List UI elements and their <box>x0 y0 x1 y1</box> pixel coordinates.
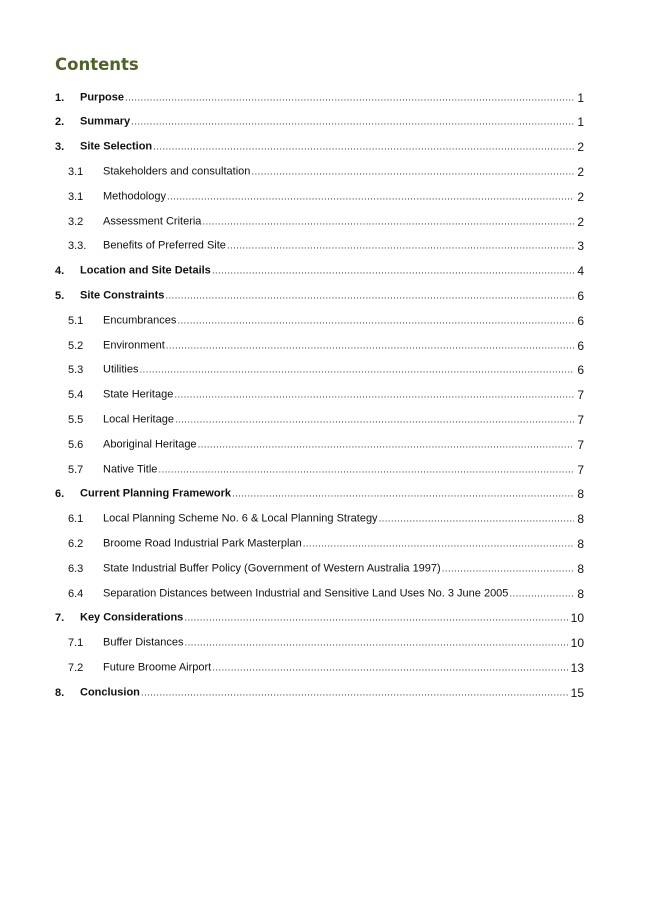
toc-entry[interactable] <box>0 85 653 110</box>
toc-entry[interactable] <box>0 556 653 581</box>
toc-dot-leader <box>167 190 574 204</box>
toc-entry-title: Benefits of Preferred Site <box>103 239 226 252</box>
toc-entry-title: Site Selection <box>80 140 153 153</box>
toc-entry-number: 6.4 <box>68 587 84 600</box>
toc-entry-number: 2. <box>55 116 65 129</box>
toc-entry-leader-line <box>103 636 568 651</box>
toc-entry-page-number: 7 <box>577 462 584 477</box>
toc-entry-title: Site Constraints <box>80 289 165 302</box>
toc-entry-leader-line <box>80 487 574 502</box>
toc-entry-page-number: 15 <box>570 685 584 700</box>
toc-dot-leader <box>232 488 574 502</box>
toc-entry-page-number: 8 <box>577 586 584 601</box>
toc-entry-page-number: 13 <box>570 660 584 675</box>
toc-entry-page-number: 7 <box>577 437 584 452</box>
toc-entry-page-number: 7 <box>577 412 584 427</box>
toc-entry-title: Encumbrances <box>103 314 177 327</box>
toc-entry-page-number: 6 <box>577 363 584 378</box>
toc-entry[interactable] <box>0 333 653 358</box>
toc-entry-leader-line <box>103 412 574 427</box>
toc-entry-title: Stakeholders and consultation <box>103 165 251 178</box>
toc-entry-page-number: 1 <box>577 115 584 130</box>
toc-entry-page-number: 1 <box>577 90 584 105</box>
toc-entry[interactable] <box>0 432 653 457</box>
toc-entry-leader-line <box>103 239 574 254</box>
toc-entry-title: Separation Distances between Industrial and Sensitive Land Uses No. 3 June 2005 <box>103 587 509 599</box>
toc-entry-leader-line <box>80 685 568 700</box>
toc-entry-number: 5.2 <box>68 339 84 352</box>
toc-entry[interactable] <box>0 531 653 556</box>
toc-entry-number: 7.1 <box>68 637 84 650</box>
toc-dot-leader <box>141 686 568 700</box>
toc-entry-title: Summary <box>80 115 131 128</box>
toc-entry-number: 5.1 <box>68 314 84 327</box>
toc-entry-page-number: 4 <box>577 264 584 279</box>
toc-entry-title: Native Title <box>103 463 158 475</box>
toc-entry-title: Key Considerations <box>80 611 184 624</box>
toc-entry-number: 6.1 <box>68 513 84 526</box>
toc-entry-number: 7.2 <box>68 661 84 674</box>
toc-entry[interactable] <box>0 358 653 383</box>
toc-entry-title: Broome Road Industrial Park Masterplan <box>103 537 302 550</box>
toc-entry-leader-line <box>103 561 574 576</box>
toc-dot-leader <box>175 413 574 427</box>
toc-dot-leader <box>198 438 575 452</box>
toc-entry-title: State Industrial Buffer Policy (Government of Western Australia 1997) <box>103 562 441 575</box>
toc-entry-leader-line <box>103 363 574 378</box>
toc-entry-number: 1. <box>55 91 65 104</box>
toc-dot-leader <box>227 240 574 254</box>
toc-entry-number: 5.7 <box>68 463 84 476</box>
toc-entry-title: Future Broome Airport <box>103 661 212 674</box>
toc-dot-leader <box>184 612 567 626</box>
toc-entry[interactable] <box>0 680 653 705</box>
toc-entry-title: Current Planning Framework <box>80 487 231 500</box>
toc-dot-leader <box>165 289 574 303</box>
toc-entry[interactable] <box>0 383 653 408</box>
toc-dot-leader <box>212 661 567 675</box>
toc-entry[interactable] <box>0 308 653 333</box>
toc-entry-title: Aboriginal Heritage <box>103 438 197 451</box>
toc-entry-title: Local Planning Scheme No. 6 & Local Planning Strategy <box>103 512 378 525</box>
toc-entry-page-number: 10 <box>570 636 584 651</box>
toc-entry-leader-line <box>103 189 574 204</box>
toc-entry-number: 6.2 <box>68 537 84 550</box>
toc-dot-leader <box>177 314 574 328</box>
toc-entry-leader-line <box>103 512 574 527</box>
toc-entry[interactable] <box>0 234 653 259</box>
toc-entry-page-number: 7 <box>577 388 584 403</box>
toc-entry-number: 6.3 <box>68 562 84 575</box>
toc-entry[interactable] <box>0 581 653 606</box>
toc-entry-title: Methodology <box>103 190 166 203</box>
toc-entry-title: Assessment Criteria <box>103 215 202 227</box>
toc-dot-leader <box>251 165 574 179</box>
toc-entry-number: 3.1 <box>68 165 84 178</box>
toc-entry-title: Environment <box>103 339 165 351</box>
toc-entry-leader-line <box>80 264 574 279</box>
toc-entry-page-number: 10 <box>570 611 584 626</box>
toc-entry[interactable] <box>0 259 653 284</box>
toc-entry-page-number: 8 <box>577 487 584 502</box>
toc-entry-number: 5.5 <box>68 413 84 426</box>
toc-dot-leader <box>166 339 575 353</box>
toc-entry-leader-line <box>80 611 568 626</box>
toc-entry[interactable] <box>0 283 653 308</box>
toc-entry-page-number: 6 <box>577 288 584 303</box>
toc-entry-number: 5.4 <box>68 389 84 402</box>
toc-entry[interactable] <box>0 482 653 507</box>
toc-dot-leader <box>153 141 574 155</box>
toc-entry-number: 4. <box>55 265 65 278</box>
toc-dot-leader <box>442 562 575 576</box>
toc-title: Contents <box>55 55 139 74</box>
toc-entry-page-number: 6 <box>577 338 584 353</box>
toc-entry[interactable] <box>0 159 653 184</box>
toc-entry-number: 3.2 <box>68 215 84 228</box>
toc-entry-number: 7. <box>55 612 65 625</box>
toc-entry-title: Conclusion <box>80 686 140 699</box>
toc-entry-page-number: 2 <box>577 189 584 204</box>
toc-entry-leader-line <box>103 214 574 229</box>
toc-dot-leader <box>174 389 574 403</box>
toc-entry-leader-line <box>103 586 574 601</box>
toc-entry[interactable] <box>0 184 653 209</box>
toc-entry-page-number: 3 <box>577 239 584 254</box>
toc-entry-leader-line <box>80 288 574 303</box>
toc-entry-leader-line <box>103 437 574 452</box>
toc-entry-title: Location and Site Details <box>80 264 211 277</box>
toc-entry-page-number: 2 <box>577 140 584 155</box>
toc-entry-leader-line <box>103 338 574 353</box>
toc-entry-leader-line <box>80 90 574 105</box>
toc-entry[interactable] <box>0 209 653 234</box>
toc-entry[interactable] <box>0 407 653 432</box>
toc-dot-leader <box>303 537 575 551</box>
toc-entry-number: 3.1 <box>68 190 84 203</box>
toc-entry-number: 3.3. <box>68 240 87 253</box>
toc-entry-page-number: 2 <box>577 164 584 179</box>
toc-entry-title: Buffer Distances <box>103 636 184 649</box>
toc-entry[interactable] <box>0 631 653 656</box>
toc-entry-number: 5.3 <box>68 364 84 377</box>
toc-entry[interactable] <box>0 507 653 532</box>
toc-entry-leader-line <box>103 388 574 403</box>
toc-dot-leader <box>158 463 574 477</box>
toc-dot-leader <box>212 265 575 279</box>
toc-entry-page-number: 8 <box>577 536 584 551</box>
toc-entry-number: 8. <box>55 686 65 699</box>
toc-entry-page-number: 8 <box>577 561 584 576</box>
toc-entry-title: Utilities <box>103 363 139 376</box>
toc-entry-leader-line <box>80 140 574 155</box>
toc-dot-leader <box>125 91 574 105</box>
toc-entry-leader-line <box>80 115 574 130</box>
toc-dot-leader <box>139 364 574 378</box>
toc-entry-number: 6. <box>55 488 65 501</box>
toc-entry[interactable] <box>0 457 653 482</box>
toc-entry[interactable] <box>0 135 653 160</box>
toc-entry[interactable] <box>0 110 653 135</box>
toc-entry-title: Local Heritage <box>103 413 174 426</box>
toc-dot-leader <box>202 215 574 229</box>
toc-entry-number: 5.6 <box>68 438 84 451</box>
toc-entry[interactable] <box>0 606 653 631</box>
toc-entry-page-number: 2 <box>577 214 584 229</box>
toc-entry[interactable] <box>0 655 653 680</box>
toc-dot-leader <box>131 116 574 130</box>
toc-entry-number: 5. <box>55 289 65 302</box>
toc-entry-page-number: 8 <box>577 512 584 527</box>
toc-entry-number: 3. <box>55 141 65 154</box>
toc-entry-leader-line <box>103 660 568 675</box>
toc-dot-leader <box>379 513 575 527</box>
toc-entry-leader-line <box>103 536 574 551</box>
toc-dot-leader <box>509 587 574 601</box>
toc-entry-leader-line <box>103 462 574 477</box>
toc-entry-leader-line <box>103 313 574 328</box>
toc-entry-leader-line <box>103 164 574 179</box>
toc-entry-page-number: 6 <box>577 313 584 328</box>
toc-entry-title: State Heritage <box>103 388 174 401</box>
toc-dot-leader <box>185 637 568 651</box>
toc-entry-title: Purpose <box>80 91 125 103</box>
